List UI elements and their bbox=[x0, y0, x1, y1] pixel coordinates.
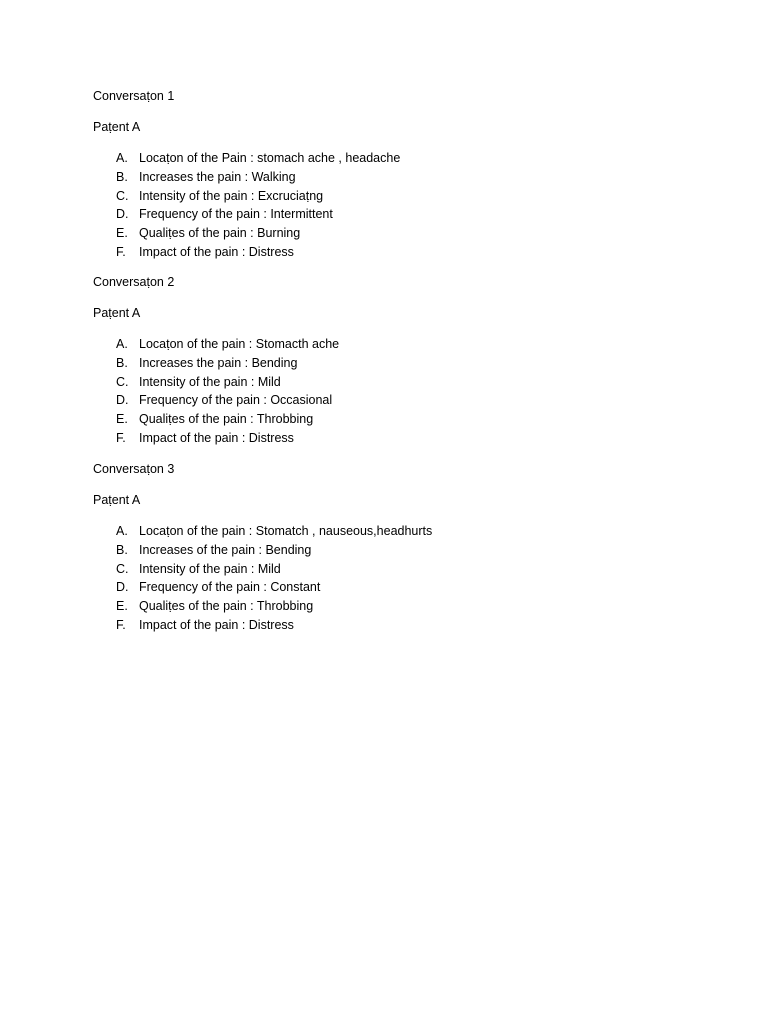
list-item bbox=[93, 430, 693, 449]
list-item bbox=[93, 206, 693, 225]
list-marker: F. bbox=[116, 244, 126, 259]
list-item-text: Impact of the pain : Distress bbox=[139, 244, 294, 259]
conversation-section bbox=[93, 274, 693, 449]
list-item bbox=[93, 392, 693, 411]
list-item-text: Increases of the pain : Bending bbox=[139, 542, 312, 557]
list-marker: C. bbox=[116, 374, 129, 389]
list-marker: E. bbox=[116, 599, 128, 614]
conversation-heading: Conversaṭon 2 bbox=[93, 275, 175, 289]
list-item-text: Locaṭon of the pain : Stomacth ache bbox=[139, 337, 340, 351]
list-item-text: Frequency of the pain : Occasional bbox=[139, 393, 333, 408]
list-marker: B. bbox=[116, 169, 128, 184]
list-item bbox=[93, 336, 693, 355]
list-marker: A. bbox=[116, 337, 128, 351]
list-marker: C. bbox=[116, 188, 129, 203]
list-item-text: Impact of the pain : Distress bbox=[139, 430, 294, 445]
list-marker: D. bbox=[116, 393, 129, 408]
list-item-text: Increases the pain : Bending bbox=[139, 355, 298, 370]
list-item bbox=[93, 169, 693, 188]
pain-assessment-list bbox=[93, 336, 693, 449]
list-item-text: Intensity of the pain : Mild bbox=[139, 374, 281, 389]
list-marker: F. bbox=[116, 430, 126, 445]
pain-assessment-list bbox=[93, 523, 693, 636]
list-item bbox=[93, 150, 693, 169]
conversation-section bbox=[93, 461, 693, 636]
list-item bbox=[93, 225, 693, 244]
list-item-text: Intensity of the pain : Excruciaṭng bbox=[139, 188, 324, 203]
list-item-text: Locaṭon of the Pain : stomach ache , headache bbox=[139, 151, 401, 165]
list-item bbox=[93, 579, 693, 598]
list-item-text: Intensity of the pain : Mild bbox=[139, 561, 281, 576]
list-item-text: Locaṭon of the pain : Stomatch , nauseous,headhurts bbox=[139, 524, 433, 538]
list-item bbox=[93, 355, 693, 374]
list-item bbox=[93, 374, 693, 393]
list-marker: B. bbox=[116, 355, 128, 370]
list-item-text: Impact of the pain : Distress bbox=[139, 617, 294, 632]
conversation-heading: Conversaṭon 3 bbox=[93, 462, 175, 476]
list-item bbox=[93, 617, 693, 636]
list-item-text: Frequency of the pain : Intermittent bbox=[139, 207, 333, 222]
list-item-text: Frequency of the pain : Constant bbox=[139, 580, 321, 595]
list-item bbox=[93, 244, 693, 263]
list-marker: C. bbox=[116, 561, 129, 576]
list-marker: A. bbox=[116, 524, 128, 538]
list-item bbox=[93, 188, 693, 207]
list-marker: D. bbox=[116, 580, 129, 595]
list-item-text: Qualiṭes of the pain : Burning bbox=[139, 226, 301, 241]
patient-label: Paṭent A bbox=[93, 306, 141, 320]
patient-label: Paṭent A bbox=[93, 120, 141, 134]
list-item bbox=[93, 561, 693, 580]
list-item-text: Increases the pain : Walking bbox=[139, 169, 296, 184]
list-item-text: Qualiṭes of the pain : Throbbing bbox=[139, 412, 314, 427]
list-item bbox=[93, 523, 693, 542]
list-marker: F. bbox=[116, 617, 126, 632]
list-marker: A. bbox=[116, 151, 128, 165]
conversation-section bbox=[93, 88, 693, 263]
list-marker: E. bbox=[116, 412, 128, 427]
list-item bbox=[93, 542, 693, 561]
list-item bbox=[93, 598, 693, 617]
list-marker: B. bbox=[116, 542, 128, 557]
patient-label: Paṭent A bbox=[93, 493, 141, 507]
list-item-text: Qualiṭes of the pain : Throbbing bbox=[139, 599, 314, 614]
list-item bbox=[93, 411, 693, 430]
list-marker: D. bbox=[116, 207, 129, 222]
pain-assessment-list bbox=[93, 150, 693, 263]
conversation-heading: Conversaṭon 1 bbox=[93, 89, 175, 103]
list-marker: E. bbox=[116, 226, 128, 241]
